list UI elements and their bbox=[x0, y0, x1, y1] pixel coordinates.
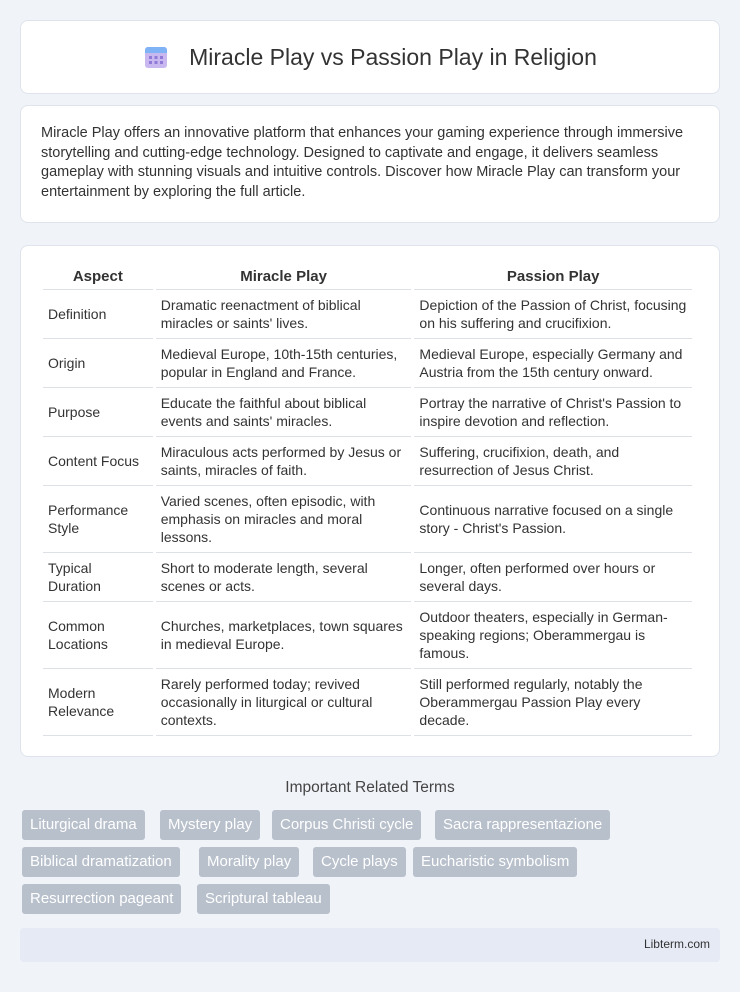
column-header-passion-play: Passion Play bbox=[414, 264, 692, 290]
row-aspect: Performance Style bbox=[43, 486, 153, 553]
table-row bbox=[43, 486, 692, 553]
row-miracle-play: Educate the faithful about biblical events and saints' miracles. bbox=[156, 388, 412, 437]
related-term-tag[interactable]: Corpus Christi cycle bbox=[272, 810, 421, 840]
page-title: Miracle Play vs Passion Play in Religion bbox=[189, 43, 597, 70]
row-passion-play: Medieval Europe, especially Germany and Austria from the 15th century onward. bbox=[414, 339, 692, 388]
row-passion-play: Depiction of the Passion of Christ, focusing on his suffering and crucifixion. bbox=[414, 290, 692, 339]
row-aspect: Modern Relevance bbox=[43, 669, 153, 736]
related-term-tag[interactable]: Morality play bbox=[199, 847, 299, 877]
comparison-card bbox=[20, 245, 720, 757]
title-card bbox=[20, 20, 720, 94]
table-row bbox=[43, 339, 692, 388]
related-term-tag[interactable]: Mystery play bbox=[160, 810, 260, 840]
row-miracle-play: Miraculous acts performed by Jesus or saints, miracles of faith. bbox=[156, 437, 412, 486]
row-miracle-play: Dramatic reenactment of biblical miracles or saints' lives. bbox=[156, 290, 412, 339]
calendar-icon bbox=[143, 44, 169, 70]
table-row bbox=[43, 553, 692, 602]
related-term-tag[interactable]: Sacra rappresentazione bbox=[435, 810, 610, 840]
table-header-row bbox=[43, 264, 692, 290]
table-row bbox=[43, 669, 692, 736]
row-aspect: Origin bbox=[43, 339, 153, 388]
row-passion-play: Portray the narrative of Christ's Passion to inspire devotion and reflection. bbox=[414, 388, 692, 437]
footer-brand-link[interactable]: Libterm.com bbox=[643, 937, 710, 951]
row-miracle-play: Short to moderate length, several scenes or acts. bbox=[156, 553, 412, 602]
footer bbox=[20, 928, 720, 962]
row-aspect: Typical Duration bbox=[43, 553, 153, 602]
related-term-tag[interactable]: Eucharistic symbolism bbox=[413, 847, 577, 877]
row-aspect: Content Focus bbox=[43, 437, 153, 486]
table-row bbox=[43, 437, 692, 486]
row-passion-play: Still performed regularly, notably the Oberammergau Passion Play every decade. bbox=[414, 669, 692, 736]
table-row bbox=[43, 388, 692, 437]
row-passion-play: Suffering, crucifixion, death, and resurrection of Jesus Christ. bbox=[414, 437, 692, 486]
row-passion-play: Longer, often performed over hours or several days. bbox=[414, 553, 692, 602]
row-passion-play: Continuous narrative focused on a single story - Christ's Passion. bbox=[414, 486, 692, 553]
column-header-miracle-play: Miracle Play bbox=[156, 264, 412, 290]
related-term-tag[interactable]: Liturgical drama bbox=[22, 810, 145, 840]
related-term-tag[interactable]: Biblical dramatization bbox=[22, 847, 180, 877]
row-miracle-play: Churches, marketplaces, town squares in medieval Europe. bbox=[156, 602, 412, 669]
row-miracle-play: Rarely performed today; revived occasionally in liturgical or cultural contexts. bbox=[156, 669, 412, 736]
row-miracle-play: Medieval Europe, 10th-15th centuries, popular in England and France. bbox=[156, 339, 412, 388]
row-aspect: Common Locations bbox=[43, 602, 153, 669]
related-term-tag[interactable]: Scriptural tableau bbox=[197, 884, 330, 914]
row-miracle-play: Varied scenes, often episodic, with emphasis on miracles and moral lessons. bbox=[156, 486, 412, 553]
table-row bbox=[43, 602, 692, 669]
related-term-tag[interactable]: Cycle plays bbox=[313, 847, 406, 877]
row-aspect: Definition bbox=[43, 290, 153, 339]
intro-card bbox=[20, 105, 720, 223]
comparison-table bbox=[40, 264, 695, 736]
related-terms-title: Important Related Terms bbox=[285, 779, 455, 796]
row-aspect: Purpose bbox=[43, 388, 153, 437]
table-row bbox=[43, 290, 692, 339]
column-header-aspect: Aspect bbox=[43, 264, 153, 290]
related-term-tag[interactable]: Resurrection pageant bbox=[22, 884, 181, 914]
intro-text: Miracle Play offers an innovative platform that enhances your gaming experience through immersive storytelling and cutting-edge technology. Designed to captivate and engage, it delivers seamless gameplay with stunning visuals and intuitive controls. Discover how Miracle Play can transform your entertainment by exploring the full article. bbox=[41, 125, 684, 200]
row-passion-play: Outdoor theaters, especially in German-speaking regions; Oberammergau is famous. bbox=[414, 602, 692, 669]
